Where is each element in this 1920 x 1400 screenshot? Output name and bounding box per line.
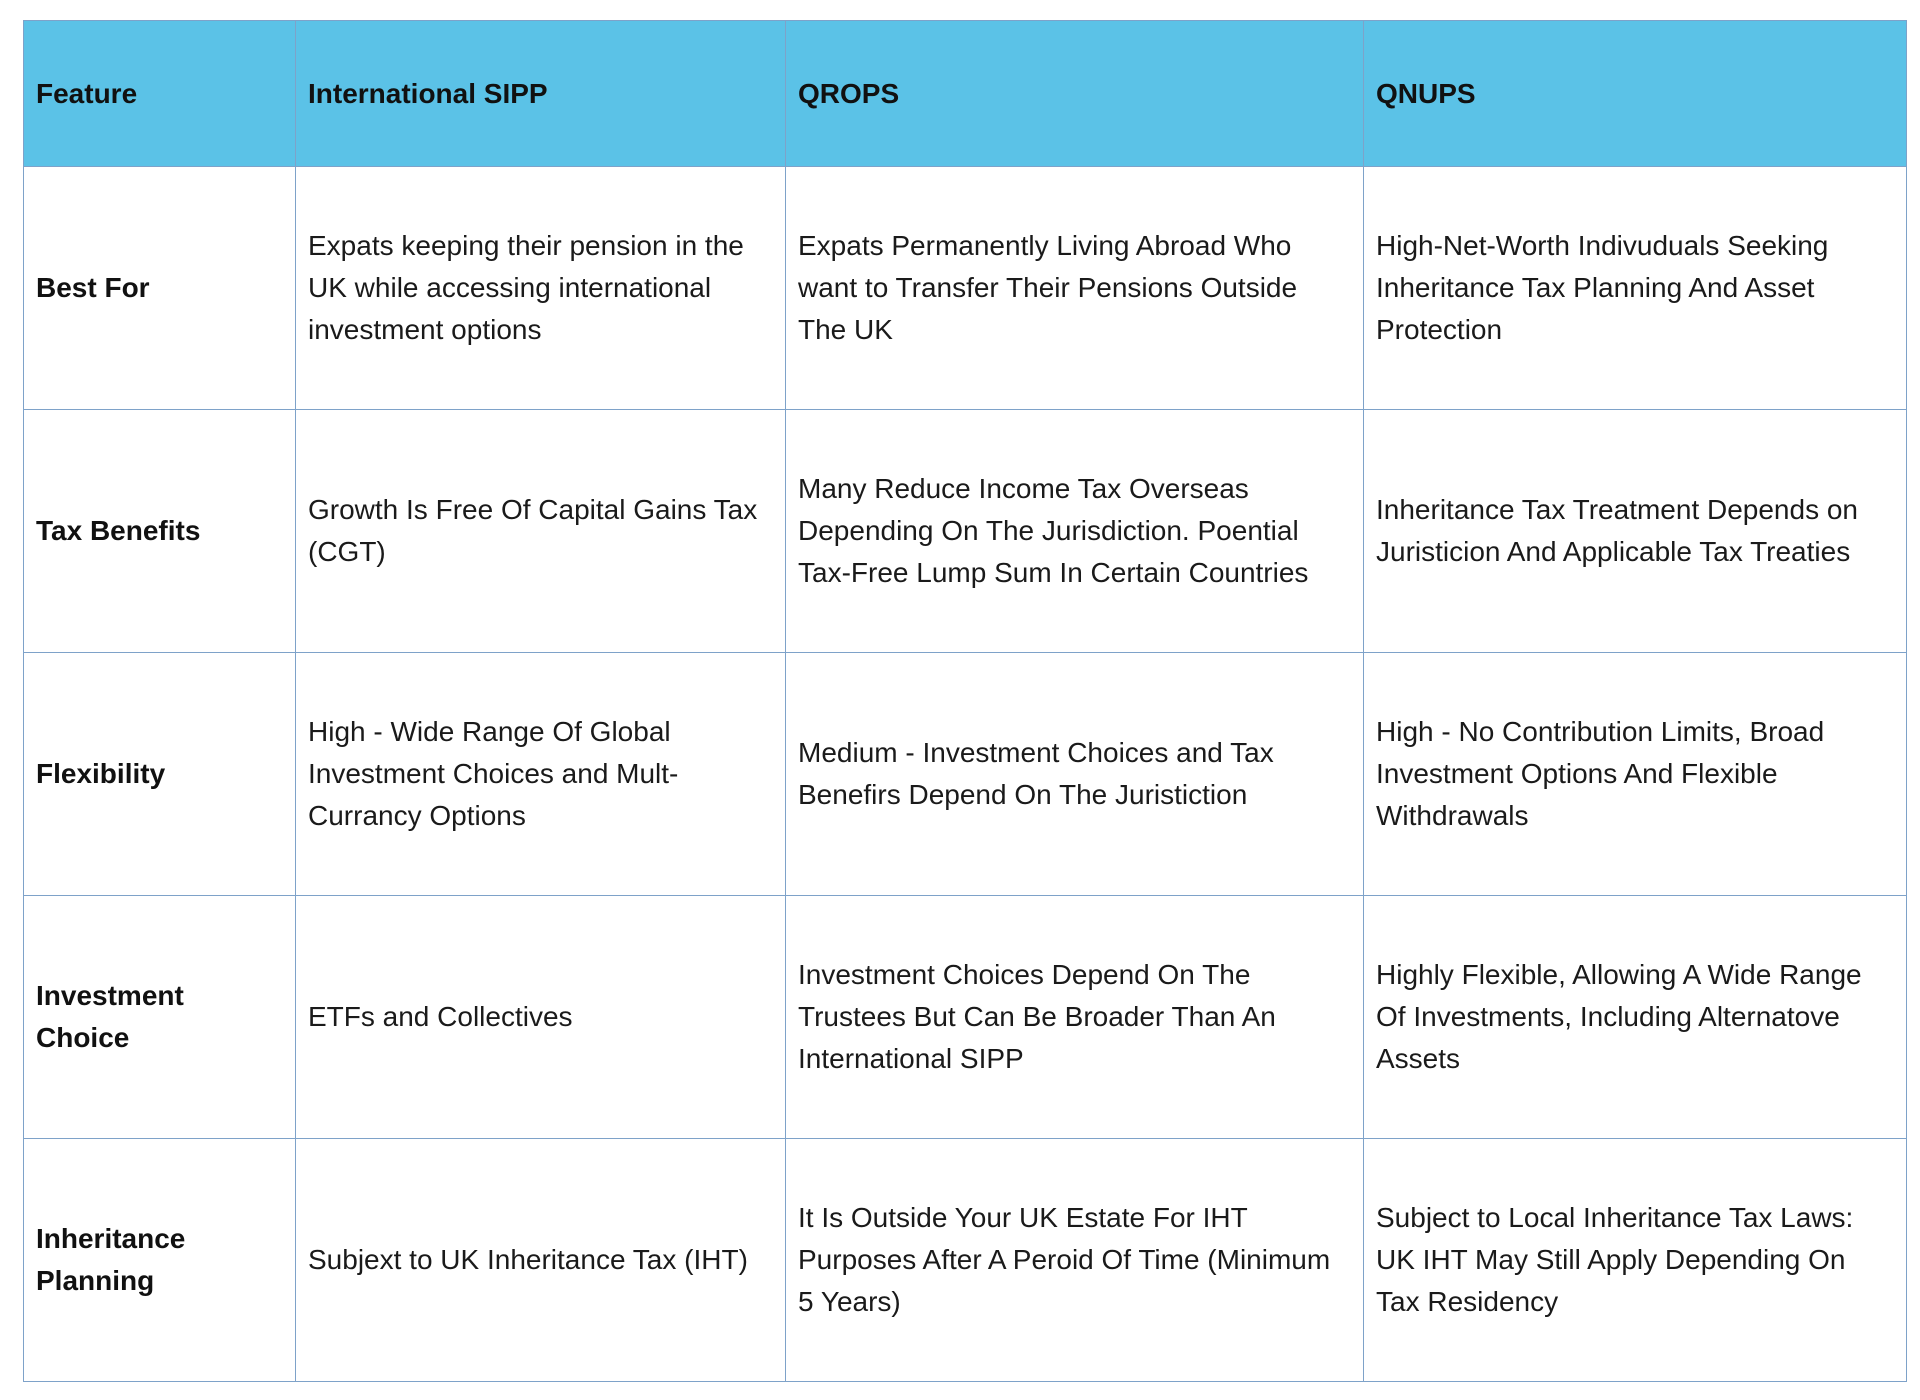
cell-qrops: Expats Permanently Living Abroad Who want to Transfer Their Pensions Outside The UK [786, 167, 1364, 410]
row-label-best-for: Best For [24, 167, 296, 410]
table-body [24, 167, 1907, 1382]
cell-qnups: High - No Contribution Limits, Broad Investment Options And Flexible Withdrawals [1364, 653, 1907, 896]
header-qrops: QROPS [786, 21, 1364, 167]
header-row [24, 21, 1907, 167]
table-header [24, 21, 1907, 167]
row-label-investment-choice: Investment Choice [24, 896, 296, 1139]
cell-sipp: ETFs and Collectives [296, 896, 786, 1139]
cell-qnups: Highly Flexible, Allowing A Wide Range Of Investments, Including Alternatove Assets [1364, 896, 1907, 1139]
cell-qrops: Investment Choices Depend On The Trustees But Can Be Broader Than An International SIPP [786, 896, 1364, 1139]
table-row [24, 1139, 1907, 1382]
cell-qnups: Subject to Local Inheritance Tax Laws: UK IHT May Still Apply Depending On Tax Residency [1364, 1139, 1907, 1382]
header-feature: Feature [24, 21, 296, 167]
table-row [24, 410, 1907, 653]
cell-qnups: High-Net-Worth Indivuduals Seeking Inheritance Tax Planning And Asset Protection [1364, 167, 1907, 410]
cell-sipp: Expats keeping their pension in the UK while accessing international investment options [296, 167, 786, 410]
cell-qnups: Inheritance Tax Treatment Depends on Juristicion And Applicable Tax Treaties [1364, 410, 1907, 653]
table-row [24, 896, 1907, 1139]
cell-qrops: It Is Outside Your UK Estate For IHT Purposes After A Peroid Of Time (Minimum 5 Years) [786, 1139, 1364, 1382]
cell-sipp: Subjext to UK Inheritance Tax (IHT) [296, 1139, 786, 1382]
row-label-inheritance-planning: Inheritance Planning [24, 1139, 296, 1382]
cell-sipp: High - Wide Range Of Global Investment Choices and Mult-Currancy Options [296, 653, 786, 896]
cell-sipp: Growth Is Free Of Capital Gains Tax (CGT) [296, 410, 786, 653]
table-row [24, 167, 1907, 410]
header-qnups: QNUPS [1364, 21, 1907, 167]
cell-qrops: Medium - Investment Choices and Tax Benefirs Depend On The Juristiction [786, 653, 1364, 896]
row-label-tax-benefits: Tax Benefits [24, 410, 296, 653]
pension-comparison-table [23, 20, 1907, 1382]
table-row [24, 653, 1907, 896]
cell-qrops: Many Reduce Income Tax Overseas Depending On The Jurisdiction. Poential Tax-Free Lump Sum In Certain Countries [786, 410, 1364, 653]
row-label-flexibility: Flexibility [24, 653, 296, 896]
header-international-sipp: International SIPP [296, 21, 786, 167]
comparison-table-container [23, 20, 1907, 1382]
